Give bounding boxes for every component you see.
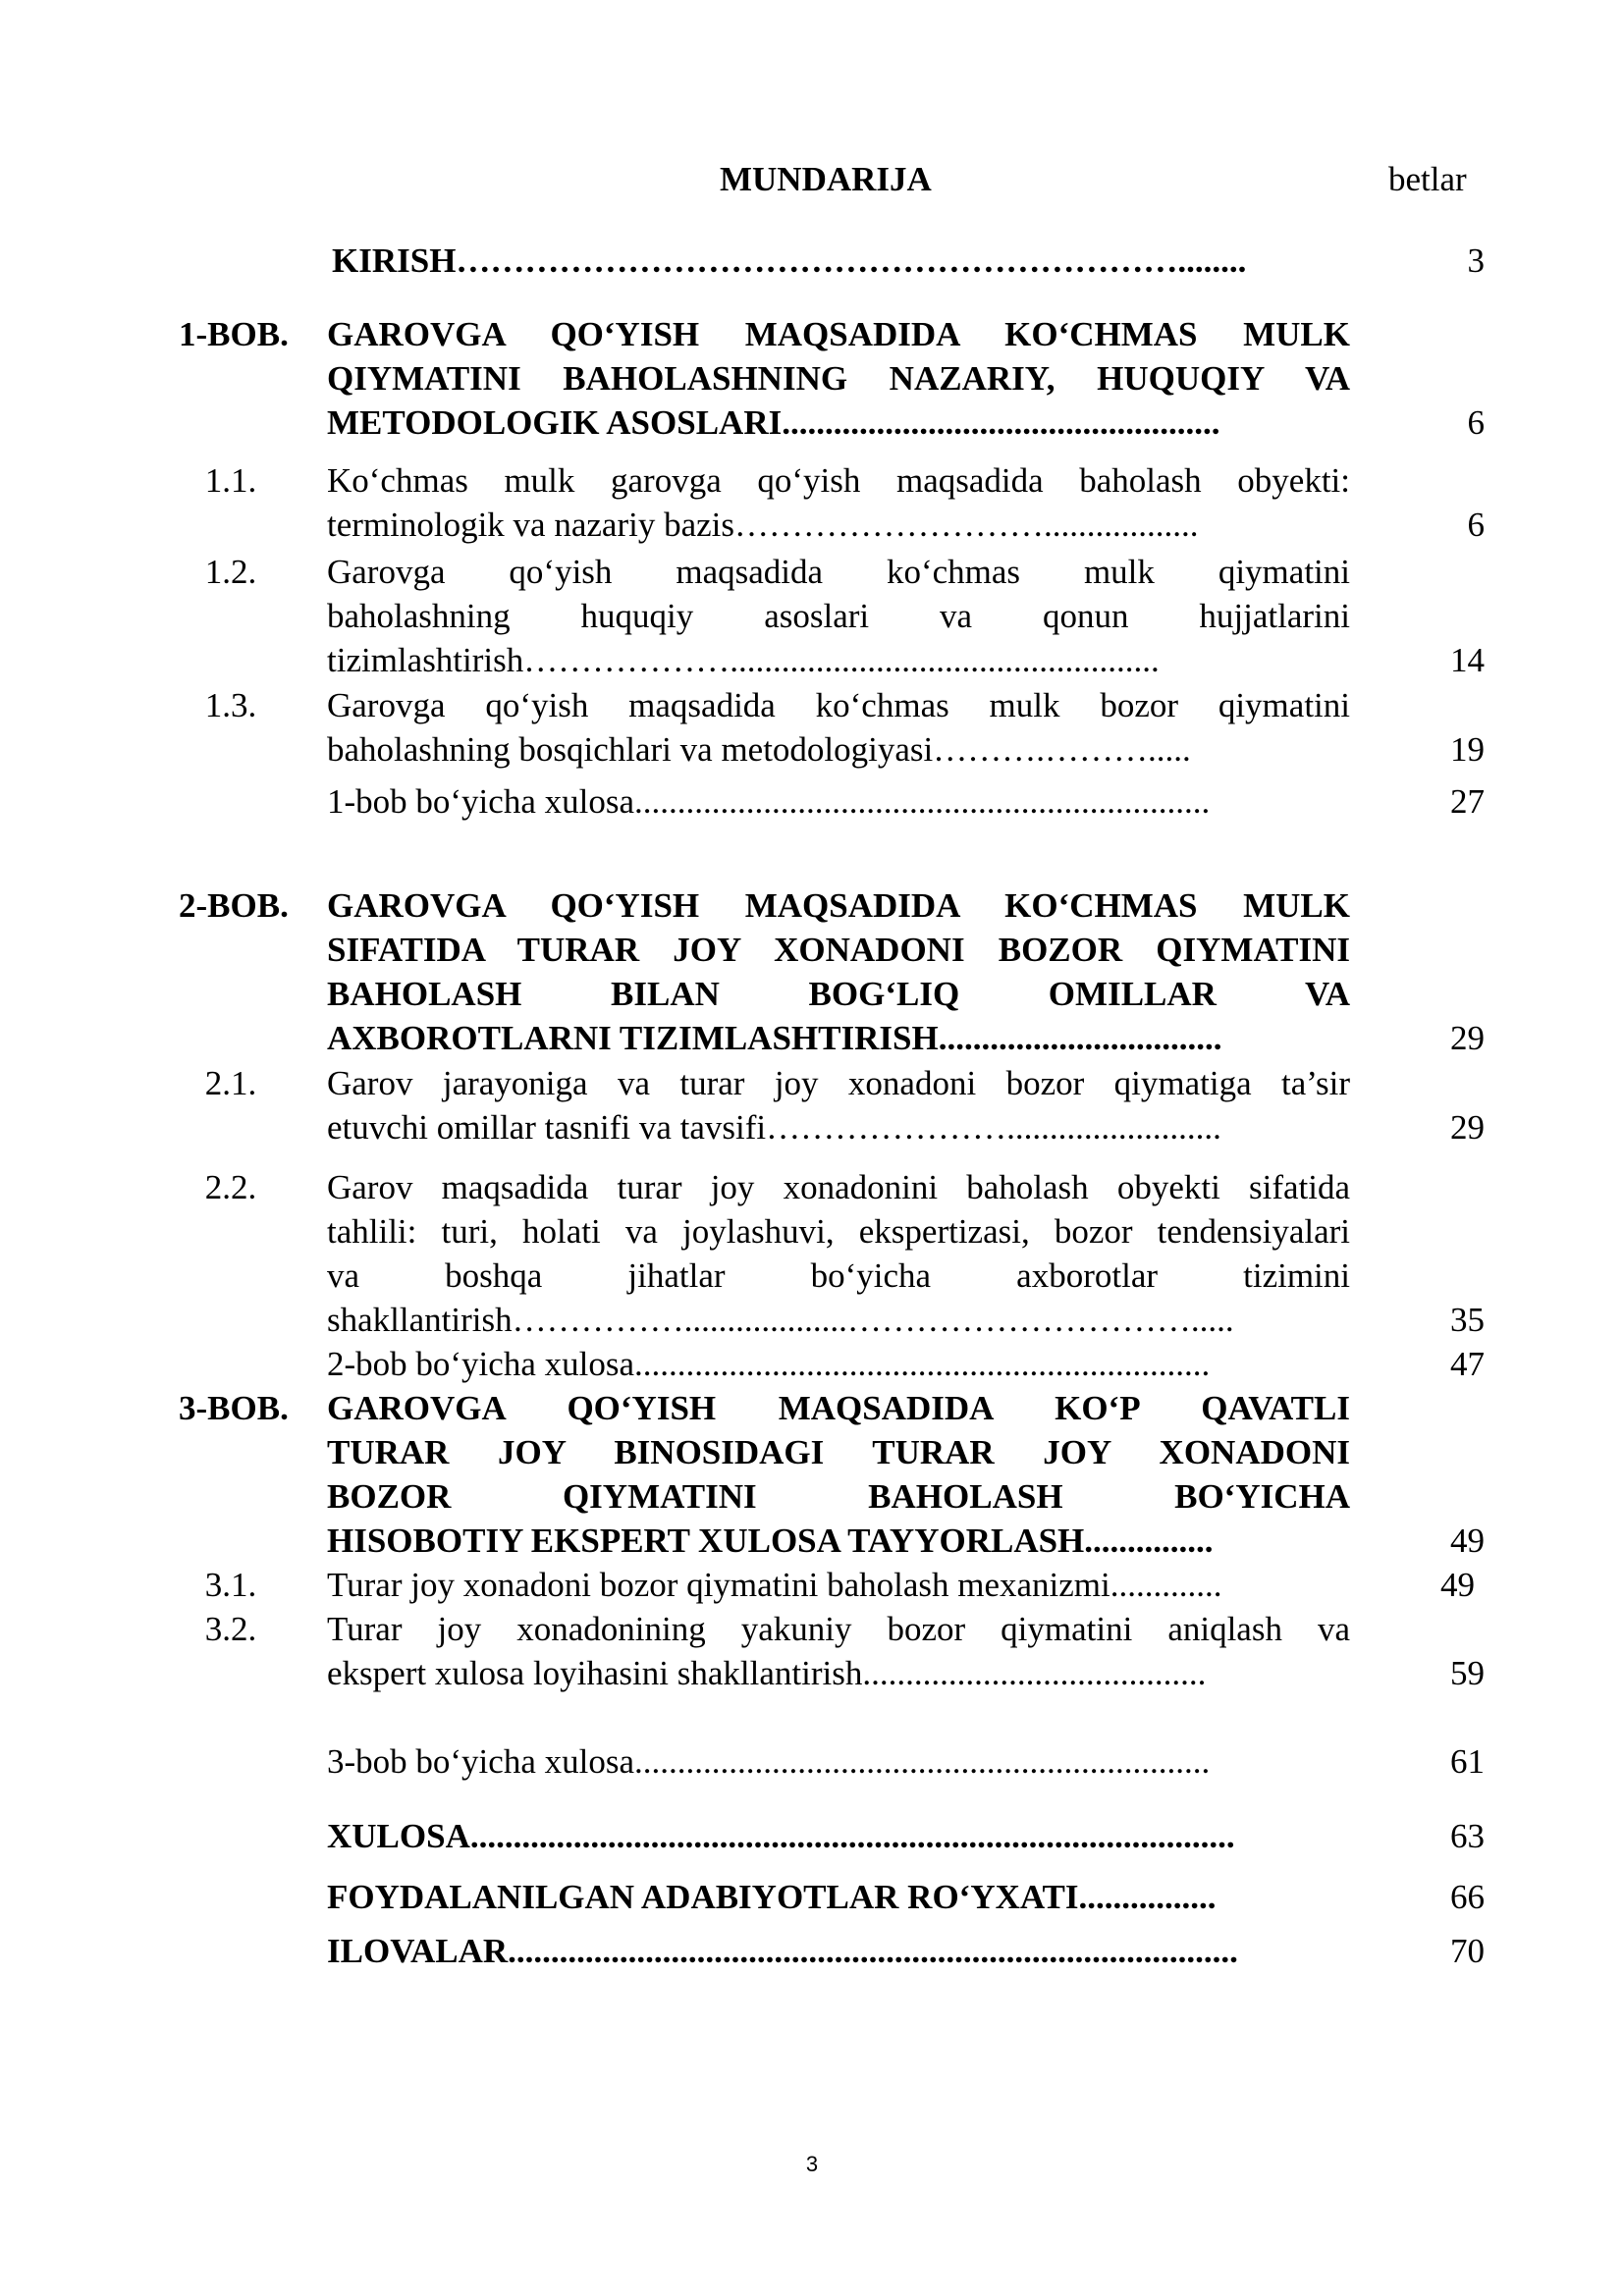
- page-ref-chapter-3: 49: [1450, 1522, 1485, 1560]
- section-2-2-line-2: tahlili: turi, holati va joylashuvi, ekspertizasi, bozor tendensiyalari: [327, 1212, 1350, 1251]
- chapter-1-title-line-1: GAROVGA QO‘YISH MAQSADIDA KO‘CHMAS MULK: [327, 315, 1350, 353]
- chapter-2-title-line-4: AXBOROTLARNI TIZIMLASHTIRISH.................................: [327, 1019, 1222, 1057]
- page-ref-section-1-1: 6: [1467, 506, 1485, 544]
- section-1-3-line-1: Garovga qo‘yish maqsadida ko‘chmas mulk bozor qiymatini: [327, 686, 1350, 724]
- section-1-2-line-3: tizimlashtirish………………..................................................: [327, 641, 1160, 679]
- page-ref-conclusion: 63: [1450, 1817, 1485, 1855]
- section-2-1-line-2: etuvchi omillar tasnifi va tavsifi………………….........................: [327, 1108, 1221, 1147]
- section-1-1-line-2: terminologik va nazariy bazis………………………..................: [327, 506, 1199, 544]
- section-2-2-line-4: shakllantirish……………...................………………………….....: [327, 1301, 1234, 1339]
- page-ref-references: 66: [1450, 1878, 1485, 1916]
- chapter-3-title-line-1: GAROVGA QO‘YISH MAQSADIDA KO‘P QAVATLI: [327, 1389, 1350, 1427]
- toc-entry-conclusion: XULOSA.........................................................................................: [327, 1817, 1235, 1855]
- section-2-2-line-3: va boshqa jihatlar bo‘yicha axborotlar tizimini: [327, 1256, 1350, 1295]
- chapter-2-label: 2-BOB.: [179, 886, 289, 925]
- section-1-2-line-2: baholashning huquqiy asoslari va qonun hujjatlarini: [327, 597, 1350, 635]
- toc-entry-appendix: ILOVALAR.....................................................................................: [327, 1932, 1238, 1970]
- section-2-1-number: 2.1.: [204, 1064, 257, 1102]
- section-3-2-line-1: Turar joy xonadonining yakuniy bozor qiymatini aniqlash va: [327, 1610, 1350, 1648]
- page-ref-section-2-2: 35: [1450, 1301, 1485, 1339]
- section-3-1-line-1: Turar joy xonadoni bozor qiymatini baholash mexanizmi.............: [327, 1566, 1222, 1604]
- chapter-1-title-line-2: QIYMATINI BAHOLASHNING NAZARIY, HUQUQIY VA: [327, 359, 1350, 398]
- chapter-3-label: 3-BOB.: [179, 1389, 289, 1427]
- section-1-1-number: 1.1.: [204, 461, 257, 500]
- section-1-1-line-1: Ko‘chmas mulk garovga qo‘yish maqsadida baholash obyekti:: [327, 461, 1350, 500]
- section-1-3-number: 1.3.: [204, 686, 257, 724]
- chapter-3-summary: 3-bob bo‘yicha xulosa...................................................................: [327, 1742, 1211, 1781]
- page-ref-section-3-1: 49: [1440, 1566, 1475, 1604]
- page-ref-chapter-2: 29: [1450, 1019, 1485, 1057]
- toc-entry-references: FOYDALANILGAN ADABIYOTLAR RO‘YXATI................: [327, 1878, 1217, 1916]
- section-3-1-number: 3.1.: [204, 1566, 257, 1604]
- section-2-2-line-1: Garov maqsadida turar joy xonadonini baholash obyekti sifatida: [327, 1168, 1350, 1206]
- page-ref-intro: 3: [1467, 241, 1485, 280]
- pages-column-label: betlar: [1388, 160, 1467, 198]
- section-1-2-number: 1.2.: [204, 553, 257, 591]
- toc-entry-intro: KIRISH………………………………………………………........: [332, 241, 1247, 280]
- section-3-2-line-2: ekspert xulosa loyihasini shakllantirish........................................: [327, 1654, 1207, 1692]
- page-ref-chapter-2-summary: 47: [1450, 1345, 1485, 1383]
- page-ref-chapter-1: 6: [1467, 403, 1485, 442]
- page-number: 3: [805, 2152, 819, 2176]
- chapter-3-title-line-4: HISOBOTIY EKSPERT XULOSA TAYYORLASH...............: [327, 1522, 1214, 1560]
- chapter-2-title-line-2: SIFATIDA TURAR JOY XONADONI BOZOR QIYMATINI: [327, 931, 1350, 969]
- page-ref-chapter-3-summary: 61: [1450, 1742, 1485, 1781]
- page-ref-section-1-3: 19: [1450, 730, 1485, 769]
- section-1-3-line-2: baholashning bosqichlari va metodologiyasi……….……….....: [327, 730, 1191, 769]
- chapter-2-title-line-3: BAHOLASH BILAN BOG‘LIQ OMILLAR VA: [327, 975, 1350, 1013]
- chapter-2-summary: 2-bob bo‘yicha xulosa...................................................................: [327, 1345, 1211, 1383]
- section-2-1-line-1: Garov jarayoniga va turar joy xonadoni bozor qiymatiga ta’sir: [327, 1064, 1350, 1102]
- toc-title: MUNDARIJA: [720, 160, 932, 198]
- page-ref-appendix: 70: [1450, 1932, 1485, 1970]
- page-ref-section-1-2: 14: [1450, 641, 1485, 679]
- page-ref-chapter-1-summary: 27: [1450, 782, 1485, 821]
- page-ref-section-3-2: 59: [1450, 1654, 1485, 1692]
- section-3-2-number: 3.2.: [204, 1610, 257, 1648]
- page-ref-section-2-1: 29: [1450, 1108, 1485, 1147]
- chapter-3-title-line-2: TURAR JOY BINOSIDAGI TURAR JOY XONADONI: [327, 1433, 1350, 1471]
- chapter-1-summary: 1-bob bo‘yicha xulosa...................................................................: [327, 782, 1211, 821]
- chapter-1-label: 1-BOB.: [179, 315, 289, 353]
- chapter-3-title-line-3: BOZOR QIYMATINI BAHOLASH BO‘YICHA: [327, 1477, 1350, 1516]
- chapter-2-title-line-1: GAROVGA QO‘YISH MAQSADIDA KO‘CHMAS MULK: [327, 886, 1350, 925]
- section-1-2-line-1: Garovga qo‘yish maqsadida ko‘chmas mulk qiymatini: [327, 553, 1350, 591]
- section-2-2-number: 2.2.: [204, 1168, 257, 1206]
- chapter-1-title-line-3: METODOLOGIK ASOSLARI...................................................: [327, 403, 1220, 442]
